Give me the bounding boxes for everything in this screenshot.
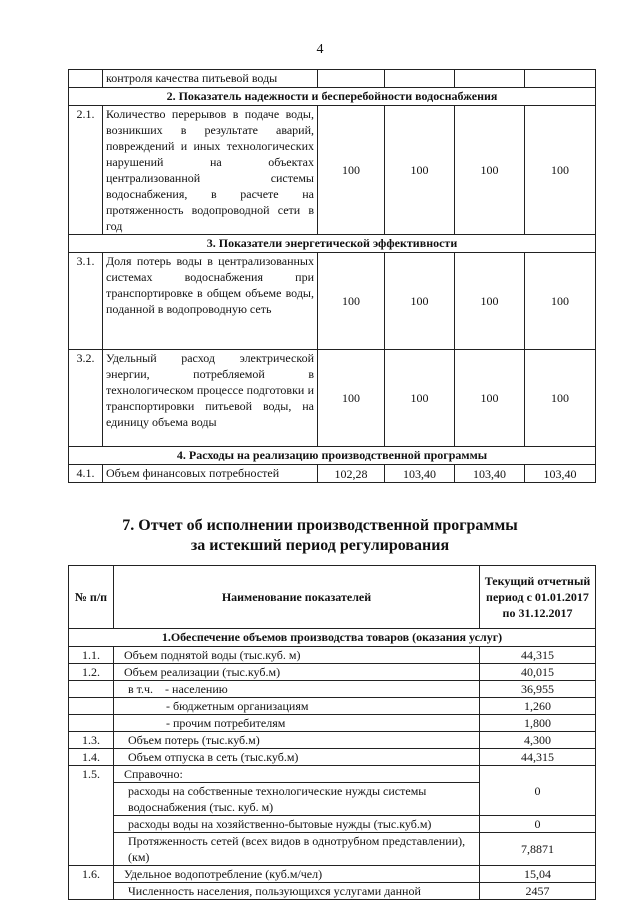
value-cell: 2457	[480, 883, 596, 900]
row-number: 3.1.	[69, 253, 103, 350]
cell-name: контроля качества питьевой воды	[103, 70, 318, 88]
table-row	[69, 766, 596, 783]
section-3-title: 3. Показатели энергетической эффективности	[69, 235, 596, 253]
row-number: 2.1.	[69, 106, 103, 235]
section-row	[69, 447, 596, 465]
indicator-name: - прочим потребителям	[114, 715, 480, 732]
table-row	[69, 647, 596, 664]
indicator-name: Численность населения, пользующихся услугами данной	[114, 883, 480, 900]
row-number	[69, 681, 114, 698]
section-row	[69, 235, 596, 253]
row-number: 1.5.	[69, 766, 114, 866]
indicator-name: Объем реализации (тыс.куб.м)	[114, 664, 480, 681]
value-cell: 100	[525, 350, 596, 447]
value-cell: 100	[455, 253, 525, 350]
header-row	[69, 566, 596, 629]
value-cell: 100	[455, 106, 525, 235]
indicator-name: - бюджетным организациям	[114, 698, 480, 715]
value-cell: 44,315	[480, 749, 596, 766]
indicators-table	[68, 69, 596, 483]
row-number	[69, 715, 114, 732]
value-cell: 103,40	[525, 465, 596, 483]
value-cell: 7,8871	[480, 833, 596, 866]
indicator-name: Количество перерывов в подаче воды, возникших в результате аварий, повреждений и иных технологических нарушений на объектах централизованной системы водоснабжения, в расчете на протяженность водопроводной сети в год	[103, 106, 318, 235]
value-cell: 100	[455, 350, 525, 447]
value-cell: 1,800	[480, 715, 596, 732]
indicator-name: Объем отпуска в сеть (тыс.куб.м)	[114, 749, 480, 766]
value-cell: 100	[385, 253, 455, 350]
row-number: 1.6.	[69, 866, 114, 900]
table-row	[69, 70, 596, 88]
table-row	[69, 866, 596, 883]
table-row	[69, 253, 596, 350]
report-table	[68, 565, 596, 900]
row-number: 1.1.	[69, 647, 114, 664]
row-number: 1.4.	[69, 749, 114, 766]
page-number: 4	[316, 42, 324, 57]
value-cell: 103,40	[385, 465, 455, 483]
section-2-title: 2. Показатель надежности и бесперебойности водоснабжения	[69, 88, 596, 106]
table-row	[69, 681, 596, 698]
header-name: Наименование показателей	[114, 566, 480, 629]
value-cell: 1,260	[480, 698, 596, 715]
row-number: 1.2.	[69, 664, 114, 681]
value-cell: 36,955	[480, 681, 596, 698]
indicator-name: Протяженность сетей (всех видов в однотрубном представлении), (км)	[114, 833, 480, 866]
row-number	[69, 698, 114, 715]
value-cell: 100	[318, 350, 385, 447]
value-cell: 44,315	[480, 647, 596, 664]
header-period: Текущий отчетный период с 01.01.2017 по 31.12.2017	[480, 566, 596, 629]
table-row	[69, 732, 596, 749]
value-cell: 40,015	[480, 664, 596, 681]
section-4-title: 4. Расходы на реализацию производственной программы	[69, 447, 596, 465]
section-row	[69, 88, 596, 106]
value-cell: 100	[318, 253, 385, 350]
table-row	[69, 749, 596, 766]
table-row	[69, 465, 596, 483]
value-cell: 100	[385, 106, 455, 235]
report-title-line-1: 7. Отчет об исполнении производственной программы	[122, 517, 518, 534]
table-row	[69, 698, 596, 715]
section-1-title: 1.Обеспечение объемов производства товаров (оказания услуг)	[69, 629, 596, 647]
indicator-name: в т.ч. - населению	[114, 681, 480, 698]
value-cell: 100	[525, 253, 596, 350]
value-cell: 103,40	[455, 465, 525, 483]
table-row	[69, 833, 596, 866]
value-cell: 15,04	[480, 866, 596, 883]
row-number: 4.1.	[69, 465, 103, 483]
value-cell: 0	[480, 816, 596, 833]
table-row	[69, 816, 596, 833]
reference-label: Справочно:	[114, 766, 480, 783]
indicator-name: расходы на собственные технологические нужды системы водоснабжения (тыс. куб. м)	[114, 783, 480, 816]
indicator-name: Объем финансовых потребностей	[103, 465, 318, 483]
value-cell: 100	[525, 106, 596, 235]
value-cell: 0	[480, 766, 596, 816]
table-row	[69, 664, 596, 681]
table-row	[69, 106, 596, 235]
value-cell: 4,300	[480, 732, 596, 749]
header-num: № п/п	[69, 566, 114, 629]
table-row	[69, 715, 596, 732]
report-title-line-2: за истекший период регулирования	[190, 537, 450, 554]
row-number: 1.3.	[69, 732, 114, 749]
report-title	[0, 516, 640, 556]
indicator-name: Доля потерь воды в централизованных системах водоснабжения при транспортировке в общем объеме воды, поданной в водопроводную сеть	[103, 253, 318, 350]
indicator-name: Удельный расход электрической энергии, потребляемой в технологическом процессе подготовки и транспортировки питьевой воды, на единицу объема воды	[103, 350, 318, 447]
indicator-name: Удельное водопотребление (куб.м/чел)	[114, 866, 480, 883]
indicator-name: Объем потерь (тыс.куб.м)	[114, 732, 480, 749]
row-number: 3.2.	[69, 350, 103, 447]
value-cell: 102,28	[318, 465, 385, 483]
value-cell: 100	[385, 350, 455, 447]
section-row	[69, 629, 596, 647]
indicator-name: Объем поднятой воды (тыс.куб. м)	[114, 647, 480, 664]
value-cell: 100	[318, 106, 385, 235]
indicator-name: расходы воды на хозяйственно-бытовые нужды (тыс.куб.м)	[114, 816, 480, 833]
table-row	[69, 883, 596, 900]
table-row	[69, 350, 596, 447]
